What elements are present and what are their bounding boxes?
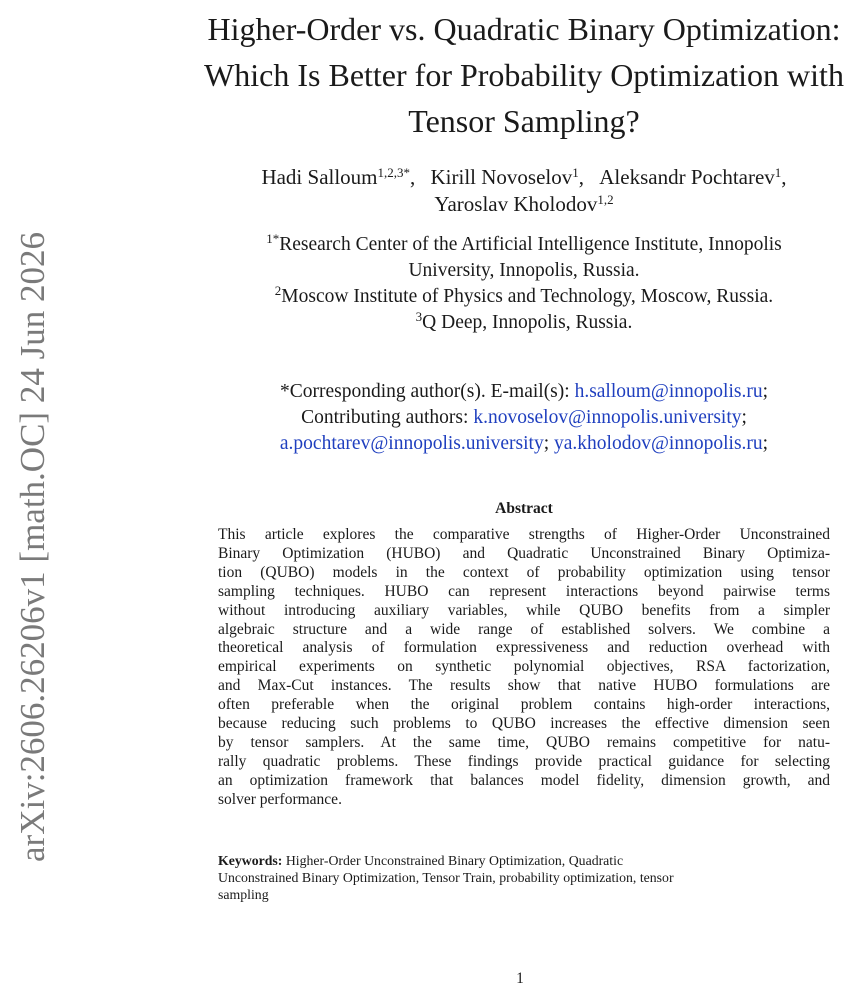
paper-title: [188, 6, 857, 144]
email-link[interactable]: ya.kholodov@innopolis.ru: [554, 433, 763, 454]
abstract-line: theoretical analysis of formulation expressiveness and reduction overhead with: [218, 639, 830, 657]
abstract-line: rally quadratic problems. These findings provide practical guidance for selecting: [218, 752, 830, 770]
affiliation: $^3$Q Deep, Innopolis, Russia.: [415, 309, 633, 333]
abstract-line: empirical experiments on synthetic polynomial objectives, RSA factorization,: [218, 658, 830, 676]
abstract-line: tion (QUBO) models in the context of probability optimization using tensor: [218, 563, 830, 581]
abstract-line: often preferable when the original problem contains high-order interactions,: [218, 696, 830, 714]
author: Aleksandr Pochtarev$^1$,: [599, 165, 787, 189]
page-number: 1: [516, 970, 524, 987]
abstract-line: an optimization framework that balances model fidelity, dimension growth, and: [218, 771, 830, 789]
keywords-text: sampling: [218, 887, 269, 902]
title-line: Which Is Better for Probability Optimization with: [204, 57, 844, 93]
affiliations: [188, 232, 857, 336]
abstract-line: and Max-Cut instances. The results show that native HUBO formulations are: [218, 677, 830, 695]
author: Yaroslav Kholodov$^{1,2}$: [434, 192, 614, 216]
email-link[interactable]: h.salloum@innopolis.ru: [574, 381, 763, 402]
title-line: Higher-Order vs. Quadratic Binary Optimization:: [207, 11, 841, 47]
title-line: Tensor Sampling?: [408, 103, 640, 139]
keywords: [218, 852, 830, 903]
keywords-text: Higher-Order Unconstrained Binary Optimization, Quadratic: [282, 853, 624, 868]
arxiv-identifier: arXiv:2606.26206v1 [math.OC] 24 Jun 2026: [13, 232, 52, 863]
corresponding-label: *Corresponding author(s). E-mail(s):: [279, 381, 575, 402]
contact-info: *Corresponding author(s). E-mail(s): h.salloum@innopolis.ru; Contributing authors: k.novoselov@innopolis.university; a.pochtarev@innopolis.university; ya.kholodov@innopolis.ru;: [279, 381, 769, 454]
keywords-text: Unconstrained Binary Optimization, Tensor Train, probability optimization, tensor: [218, 870, 674, 885]
author: Kirill Novoselov$^1$,: [430, 165, 585, 189]
abstract-line: This article explores the comparative strengths of Higher-Order Unconstrained: [218, 526, 830, 543]
email-link[interactable]: a.pochtarev@innopolis.university: [279, 433, 544, 454]
affiliation: $^2$Moscow Institute of Physics and Technology, Moscow, Russia.: [274, 283, 774, 307]
contributing-label: Contributing authors:: [301, 407, 474, 428]
email-link[interactable]: k.novoselov@innopolis.university: [473, 407, 742, 428]
abstract-body: [218, 526, 830, 810]
abstract-line: Binary Optimization (HUBO) and Quadratic Unconstrained Binary Optimiza-: [218, 544, 830, 562]
abstract-line: by tensor samplers. At the same time, QUBO remains competitive for natu-: [218, 733, 830, 751]
author-list: [188, 164, 857, 218]
abstract-line: because reducing such problems to QUBO increases the effective dimension seen: [218, 715, 830, 733]
abstract-line: sampling techniques. HUBO can represent interactions beyond pairwise terms: [218, 582, 830, 600]
keywords-label: Keywords:: [218, 853, 283, 868]
affiliation-continued: University, Innopolis, Russia.: [408, 260, 640, 281]
author: Hadi Salloum$^{1,2,3*}$,: [261, 165, 416, 189]
abstract-line: without introducing auxiliary variables, while QUBO benefits from a simpler: [218, 601, 830, 619]
abstract-line: solver performance.: [218, 790, 342, 808]
affiliation: $^{1*}$Research Center of the Artificial Intelligence Institute, Innopolis: [266, 231, 782, 255]
abstract-line: algebraic structure and a wide range of established solvers. We combine a: [218, 620, 830, 638]
abstract-heading: Abstract: [495, 500, 553, 517]
